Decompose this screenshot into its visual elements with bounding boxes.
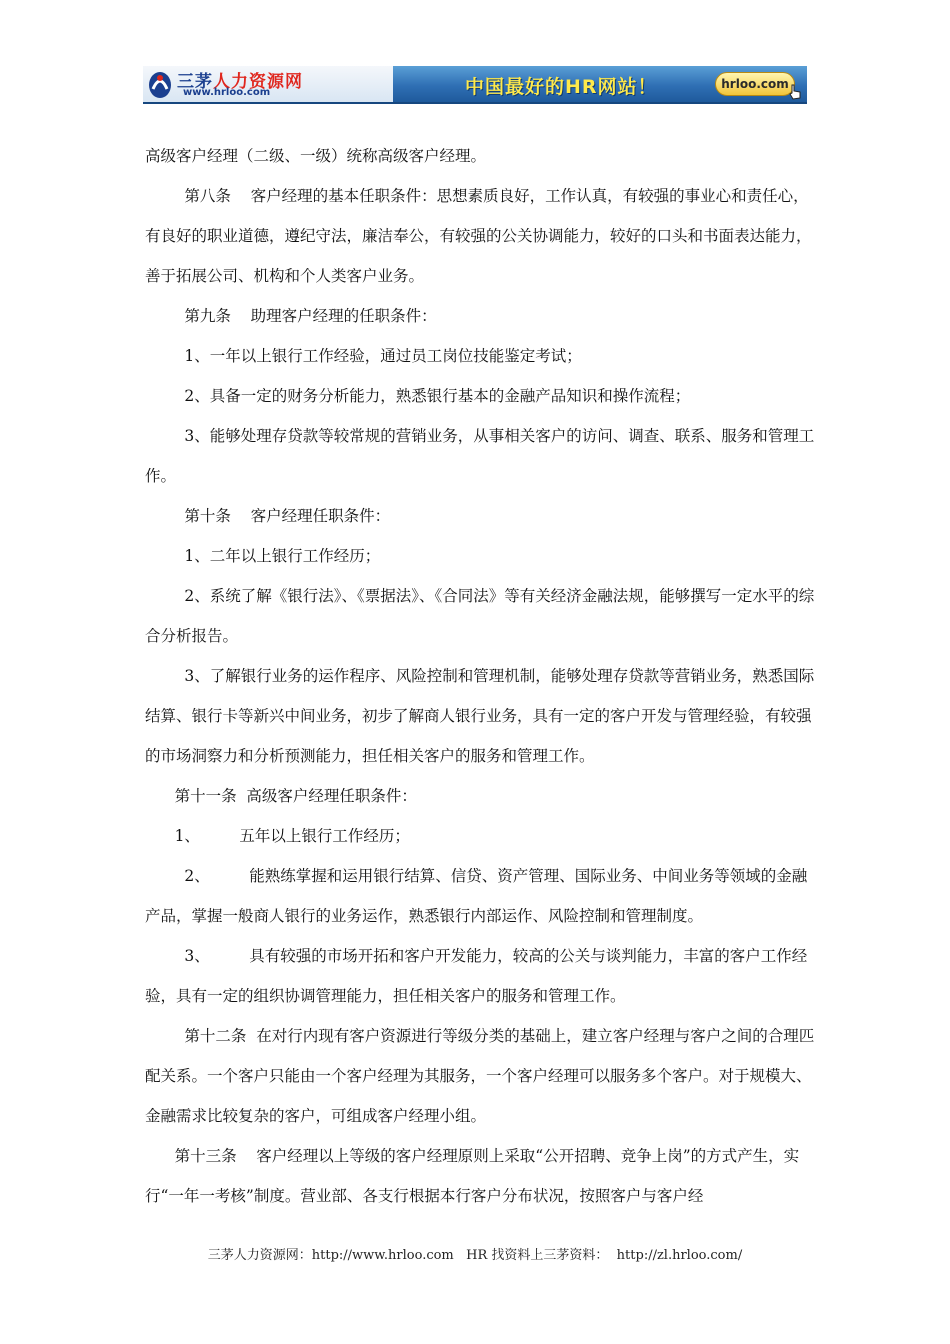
- list-item: 3、了解银行业务的运作程序、风险控制和管理机制，能够处理存贷款等营销业务，熟悉国际结算、银行卡等新兴中间业务，初步了解商人银行业务，具有一定的客户开发与管理经验，有较强的市场洞察力和分析预测能力，担任相关客户的服务和管理工作。: [145, 667, 815, 765]
- list-item: 1、一年以上银行工作经验，通过员工岗位技能鉴定考试；: [145, 347, 582, 365]
- page-footer: 三茅人力资源网：http://www.hrloo.com HR 找资料上三茅资料： http://zl.hrloo.com/: [207, 1248, 743, 1263]
- logo-mark-icon: [147, 69, 173, 99]
- logo-text-a: 三茅: [177, 72, 213, 92]
- list-item: 2、具备一定的财务分析能力，熟悉银行基本的金融产品知识和操作流程；: [145, 387, 691, 405]
- list-item: 3、 具有较强的市场开拓和客户开发能力，较高的公关与谈判能力，丰富的客户工作经验，具有一定的组织协调管理能力，担任相关客户的服务和管理工作。: [145, 947, 808, 1005]
- paragraph: 高级客户经理（二级、一级）统称高级客户经理。: [145, 147, 487, 165]
- hand-cursor-icon: [788, 84, 802, 100]
- hrloo-button[interactable]: hrloo.com: [715, 72, 795, 96]
- header-banner[interactable]: [143, 66, 807, 104]
- list-item: 3、能够处理存贷款等较常规的营销业务，从事相关客户的访问、调查、联系、服务和管理工作。: [145, 427, 815, 485]
- site-logo[interactable]: [143, 66, 393, 102]
- article-13: 第十三条 客户经理以上等级的客户经理原则上采取“公开招聘、竞争上岗”的方式产生，实行“一年一考核”制度。营业部、各支行根据本行客户分布状况，按照客户与客户经: [145, 1147, 800, 1205]
- logo-text-b: 人力资源网: [213, 72, 303, 92]
- article-8: 第八条 客户经理的基本任职条件：思想素质良好，工作认真，有较强的事业心和责任心，有良好的职业道德，遵纪守法，廉洁奉公，有较强的公关协调能力，较好的口头和书面表达能力，善于拓展公司、机构和个人类客户业务。: [145, 187, 812, 285]
- article-12: 第十二条 在对行内现有客户资源进行等级分类的基础上，建立客户经理与客户之间的合理匹配关系。一个客户只能由一个客户经理为其服务，一个客户经理可以服务多个客户。对于规模大、金融需求比较复杂的客户，可组成客户经理小组。: [145, 1027, 815, 1125]
- article-10: 第十条 客户经理任职条件：: [145, 507, 391, 525]
- list-item: 1、二年以上银行工作经历；: [145, 547, 381, 565]
- article-11: 第十一条 高级客户经理任职条件：: [145, 787, 417, 805]
- list-item: 2、系统了解《银行法》、《票据法》、《合同法》等有关经济金融法规，能够撰写一定水平的综合分析报告。: [145, 587, 815, 645]
- logo-url: www.hrloo.com: [183, 87, 271, 98]
- banner-slogan: 中国最好的HR网站！: [465, 76, 658, 98]
- list-item: 1、 五年以上银行工作经历；: [145, 827, 410, 845]
- article-9: 第九条 助理客户经理的任职条件：: [145, 307, 437, 325]
- list-item: 2、 能熟练掌握和运用银行结算、信贷、资产管理、国际业务、中间业务等领域的金融产品，掌握一般商人银行的业务运作，熟悉银行内部运作、风险控制和管理制度。: [145, 867, 808, 925]
